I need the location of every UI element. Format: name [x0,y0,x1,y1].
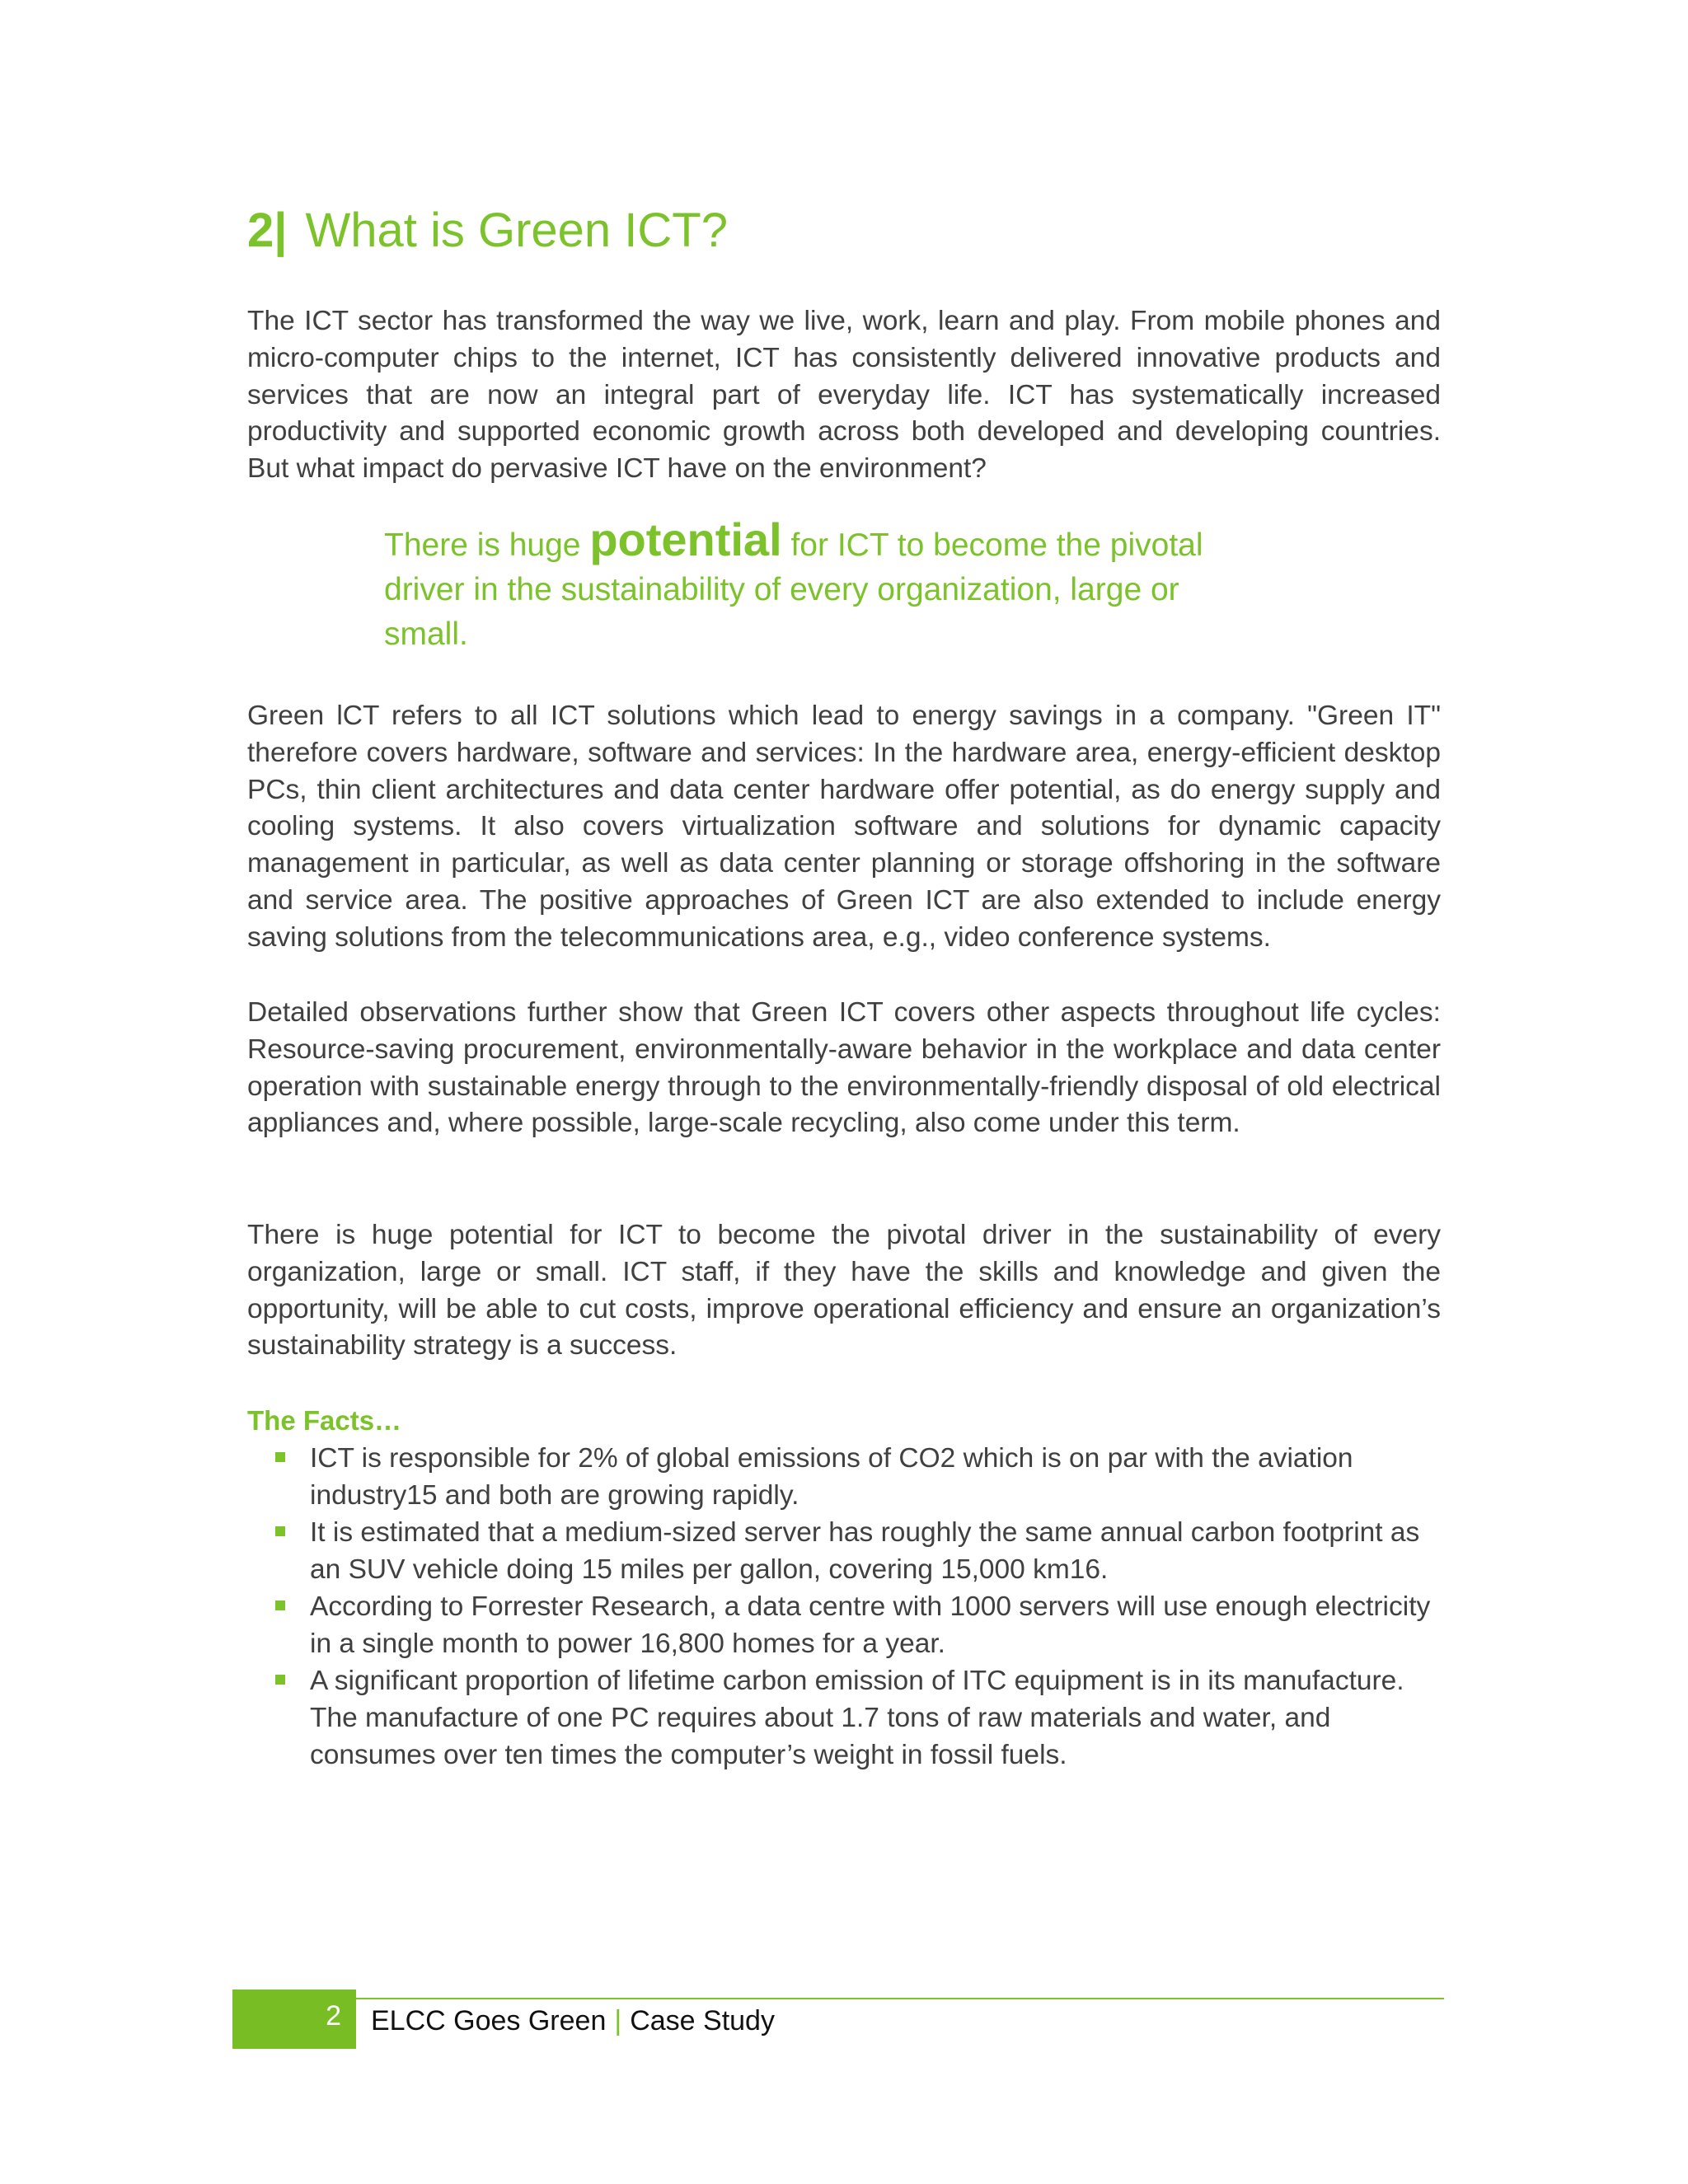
fact-text: According to Forrester Research, a data centre with 1000 servers will use enough electricity in a single month to power 16,800 homes for a year. [310,1591,1431,1659]
facts-list [247,1440,1451,1774]
footer-title [371,2003,775,2039]
footer-doc-title: ELCC Goes Green [371,2005,607,2036]
footer-rule [356,1998,1444,1999]
pull-quote-before: There is huge [384,527,590,563]
list-item [247,1514,1451,1588]
paragraph-definition: Green lCT refers to all ICT solutions which lead to energy savings in a company. "Green IT" therefore covers hardware, software and services: In the hardware area, energy-efficient desktop PCs, thin client architectures and data center hardware offer potential, as do energy supply and cooling systems. It also covers virtualization software and solutions for dynamic capacity management in particular, as well as data center planning or storage offshoring in the software and service area. The positive approaches of Green ICT are also extended to include energy saving solutions from the telecommunications area, e.g., video conference systems. [247,701,1441,953]
fact-text: ICT is responsible for 2% of global emissions of CO2 which is on par with the aviation industry15 and both are growing rapidly. [310,1443,1353,1511]
paragraph-intro: The ICT sector has transformed the way we live, work, learn and play. From mobile phones and micro-computer chips to the internet, ICT has consistently delivered innovative products and services that are now an integral part of everyday life. ICT has systematically increased productivity and supported economic growth across both developed and developing countries. But what impact do pervasive ICT have on the environment? [247,306,1441,485]
square-bullet-icon [275,1601,285,1610]
pull-quote-after: for ICT to become the pivotal driver in the sustainability of every organization, large or small. [384,527,1203,652]
footer-separator: | [614,2005,622,2036]
list-item [247,1588,1451,1662]
section-title: What is Green ICT? [305,204,728,257]
paragraph-lifecycle: Detailed observations further show that Green ICT covers other aspects throughout life cycles: Resource-saving procurement, environmentally-aware behavior in the workplace and data center operation with sustainable energy through to the environmentally-friendly disposal of old electrical appliances and, where possible, large-scale recycling, also come under this term. [247,997,1441,1139]
section-separator: | [274,204,288,257]
footer-doc-type: Case Study [630,2005,775,2036]
list-item [247,1440,1451,1514]
fact-text: A significant proportion of lifetime carbon emission of ITC equipment is in its manufacture. The manufacture of one PC requires about 1.7 tons of raw materials and water, and consumes over ten times the computer’s weight in fossil fuels. [310,1666,1404,1770]
section-heading [247,198,728,264]
paragraph-potential: There is huge potential for ICT to become the pivotal driver in the sustainability of every organization, large or small. ICT staff, if they have the skills and knowledge and given the opportunity, will be able to cut costs, improve operational efficiency and ensure an organization’s sustainability strategy is a success. [247,1220,1441,1361]
page-number-box [232,1990,356,2049]
fact-text: It is estimated that a medium-sized server has roughly the same annual carbon footprint as an SUV vehicle doing 15 miles per gallon, covering 15,000 km16. [310,1517,1420,1585]
square-bullet-icon [275,1526,285,1536]
facts-title: The Facts… [247,1405,402,1436]
section-number: 2 [247,204,274,257]
list-item [247,1662,1451,1774]
pull-quote-emphasis: potential [589,513,782,565]
square-bullet-icon [275,1675,285,1685]
square-bullet-icon [275,1452,285,1462]
pull-quote [384,513,1241,657]
page-number: 2 [326,2000,341,2032]
